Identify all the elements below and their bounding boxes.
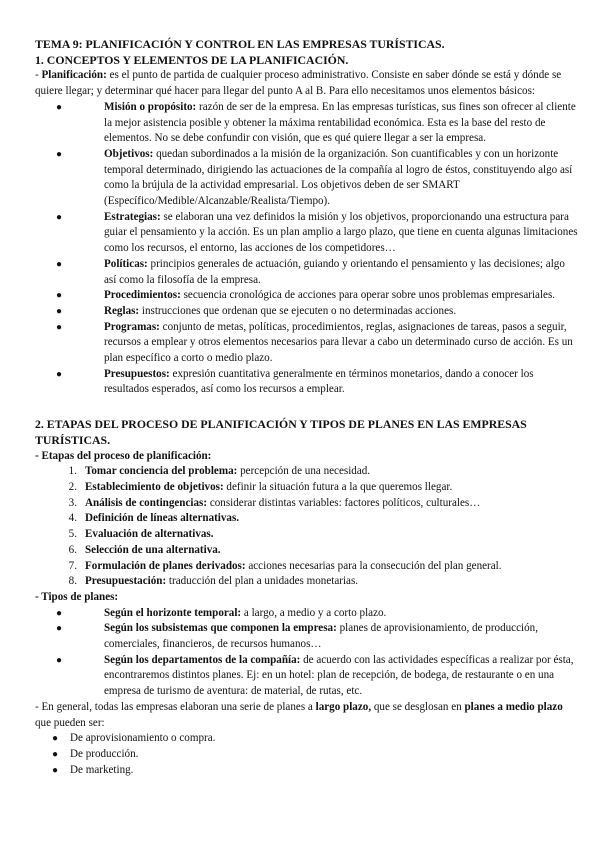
bullet-icon: ● [52,733,59,745]
list-number: 2. [68,480,77,493]
intro-text: es el punto de partida de cualquier proceso administrativo. Consiste en saber dónde se está y dónde se quiere llegar; y determinar qué hacer para llegar del punto A al B. Para ello necesitamos unos elementos básicos: [35,69,562,98]
section1-intro: - Planificación: es el punto de partida de cualquier proceso administrativo. Consiste en saber dónde se está y dónde se quiere llegar; y determinar qué hacer para llegar del punto A al B. Para ello necesitamos unos elementos básicos: [35,69,562,98]
list-item: ● Misión o propósito: razón de ser de la empresa. En las empresas turísticas, sus fines son ofrecer al cliente la mejor asistencia posible y obtener la máxima rentabilidad económica. Esta es la base del resto de elementos. No se debe confundir con visión, que es qué quiere llegar a ser la empresa. [56,100,576,145]
stages-list [35,464,578,590]
list-item: 4. Definición de líneas alternativas. [35,511,578,527]
list-item: ● De marketing. [35,763,578,779]
bullet-icon: ● [56,654,63,666]
list-item: 1. Tomar conciencia del problema: percepción de una necesidad. [35,464,578,480]
section2-heading: 2. ETAPAS DEL PROCESO DE PLANIFICACIÓN Y TIPOS DE PLANES EN LAS EMPRESAS TURÍSTICAS. [35,417,527,447]
list-item: ● De aprovisionamiento o compra. [35,731,578,747]
bullet-icon: ● [56,148,63,160]
bullet-icon: ● [56,623,63,635]
list-number: 3. [68,496,77,509]
bullet-icon: ● [56,101,63,113]
bullet-icon: ● [56,258,63,270]
bullet-icon: ● [56,607,63,619]
bullet-icon: ● [56,321,63,333]
list-number: 1. [68,465,77,478]
bullet-icon: ● [56,211,63,223]
types-list [35,606,578,700]
list-item: ● Objetivos: quedan subordinados a la misión de la organización. Son cuantificables y con un horizonte temporal determinado, dirigiendo las actuaciones de la compañía al logro de éstos, constituyendo algo así como la brújula de la actividad empresarial. Los objetivos deben de ser SMART (Específico/Medible/Alcanzable/Realista/Tiempo). [56,147,573,208]
list-item: ● Estrategias: se elaboran una vez definidos la misión y los objetivos, proporcionando una estructura para guiar el pensamiento y la acción. Es un plan amplio a largo plazo, que tiene en cuenta algunas limitaciones como los recursos, el entorno, las acciones de los competidores… [56,210,578,255]
list-item: 8. Presupuestación: traducción del plan a unidades monetarias. [35,574,578,590]
section-spacer [35,398,578,417]
bullet-icon: ● [56,290,63,302]
list-number: 5. [68,528,77,541]
elements-list [35,100,578,398]
list-item: 2. Establecimiento de objetivos: definir la situación futura a la que queremos llegar. [35,480,578,496]
list-number: 6. [68,543,77,556]
list-number: 7. [68,559,77,572]
bullet-icon: ● [52,764,59,776]
list-item: ● Según los departamentos de la compañía: de acuerdo con las actividades específicas a realizar por ésta, encontraremos distintos planes. Ej: en un hotel: plan de recepción, de bodega, de restaurante o en una empresa de turismo de aventura: de material, de rutas, etc. [56,653,574,698]
intro-term: Planificación: [41,69,107,82]
list-item: 5. Evaluación de alternativas. [35,527,578,543]
bullet-icon: ● [56,368,63,380]
list-item: 3. Análisis de contingencias: considerar distintas variables: factores políticos, culturales… [35,496,578,512]
bullet-icon: ● [56,305,63,317]
list-item: ● Según el horizonte temporal: a largo, a medio y a corto plazo. [35,606,578,622]
list-item: 6. Selección de una alternativa. [35,543,578,559]
list-item: ● Procedimientos: secuencia cronológica de acciones para operar sobre unos problemas empresariales. [35,288,578,304]
list-number: 4. [68,512,77,525]
list-item: ● Reglas: instrucciones que ordenan que se ejecuten o no determinadas acciones. [35,304,578,320]
section1-heading: 1. CONCEPTOS Y ELEMENTOS DE LA PLANIFICACIÓN. [35,52,349,67]
list-item: ● Presupuestos: expresión cuantitativa generalmente en términos monetarios, dando a conocer los resultados esperados, así como los recursos a emplear. [56,367,534,396]
list-item: ● Según los subsistemas que componen la empresa: planes de aprovisionamiento, de producción, comerciales, financieros, de recursos humanos… [56,622,538,651]
list-item: 7. Formulación de planes derivados: acciones necesarias para la consecución del plan general. [35,559,578,575]
general-paragraph: - En general, todas las empresas elaboran una serie de planes a largo plazo, que se desglosan en planes a medio plazo que pueden ser: [35,700,563,729]
stages-label: - Etapas del proceso de planificación: [35,449,212,462]
plan-types-sublist [35,731,578,778]
list-item: ● Políticas: principios generales de actuación, guiando y orientando el pensamiento y las decisiones; algo así como la filosofía de la empresa. [56,257,565,286]
types-label: - Tipos de planes: [35,590,119,603]
list-item: ● De producción. [35,747,578,763]
document-title: TEMA 9: PLANIFICACIÓN Y CONTROL EN LAS EMPRESAS TURÍSTICAS. [35,37,445,51]
list-number: 8. [68,575,77,588]
bullet-icon: ● [52,748,59,760]
list-item: ● Programas: conjunto de metas, políticas, procedimientos, reglas, asignaciones de tareas, pasos a seguir, recursos a emplear y otros elementos necesarios para llevar a cabo un determinado curso de acción. Es un plan específico a corto o medio plazo. [56,320,573,365]
